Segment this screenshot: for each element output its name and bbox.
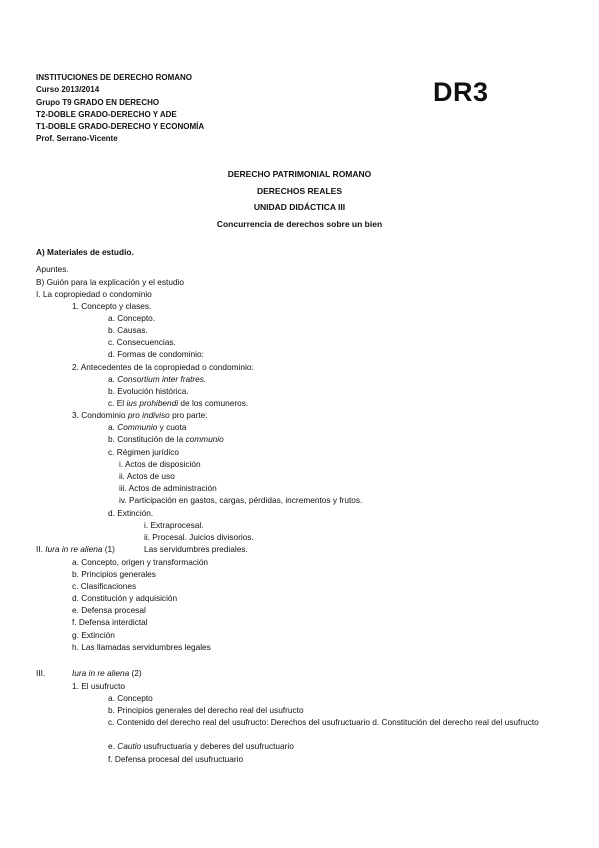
section-2-subtitle: Las servidumbres prediales. bbox=[144, 544, 248, 554]
outline-item: f. Defensa interdictal bbox=[72, 617, 148, 627]
outline-item: b. Causas. bbox=[108, 325, 148, 335]
outline-item: c. Clasificaciones bbox=[72, 581, 137, 591]
outline-item: 1. El usufructo bbox=[72, 681, 126, 691]
outline-item: e. Defensa procesal bbox=[72, 605, 146, 615]
title-line: DERECHO PATRIMONIAL ROMANO bbox=[227, 169, 372, 179]
header-line: T2-DOBLE GRADO-DERECHO Y ADE bbox=[36, 109, 177, 119]
outline-item: a. Concepto bbox=[108, 693, 153, 703]
outline-item: d. Constitución y adquisición bbox=[72, 593, 178, 603]
outline-item: g. Extinción bbox=[72, 630, 115, 640]
outline-item: e. Cautio usufructuaria y deberes del usufructuario bbox=[108, 741, 294, 751]
outline-item: d. Extinción. bbox=[108, 508, 154, 518]
header-line: T1-DOBLE GRADO-DERECHO Y ECONOMÍA bbox=[36, 122, 205, 132]
outline-item: b. Constitución de la communio bbox=[108, 434, 224, 444]
outline-item: 2. Antecedentes de la copropiedad o condominio: bbox=[72, 362, 254, 372]
outline-item: ii. Actos de uso bbox=[119, 471, 175, 481]
section-2-title: II. Iura in re aliena (1) bbox=[36, 544, 115, 554]
outline-item: i. Actos de disposición bbox=[119, 459, 201, 469]
outline-item: d. Formas de condominio: bbox=[108, 349, 204, 359]
section-a-heading: A) Materiales de estudio. bbox=[36, 247, 134, 257]
header-line: Grupo T9 GRADO EN DERECHO bbox=[36, 97, 160, 107]
outline-item: iv. Participación en gastos, cargas, pérdidas, incrementos y frutos. bbox=[119, 495, 363, 505]
outline-item: c. Contenido del derecho real del usufructo: Derechos del usufructuario d. Constitución del derecho real del usufructo bbox=[108, 717, 539, 727]
outline-item: c. Consecuencias. bbox=[108, 337, 176, 347]
outline-item: 1. Concepto y clases. bbox=[72, 301, 152, 311]
outline-item: a. Concepto, origen y transformación bbox=[72, 557, 209, 567]
outline-item: b. Principios generales bbox=[72, 569, 156, 579]
section-3-number: III. bbox=[36, 668, 46, 678]
course-header bbox=[36, 72, 204, 146]
section-1-title: I. La copropiedad o condominio bbox=[36, 289, 152, 299]
outline-item: 3. Condominio pro indiviso pro parte: bbox=[72, 410, 208, 420]
header-line: INSTITUCIONES DE DERECHO ROMANO bbox=[36, 73, 193, 82]
outline-item: c. El ius prohibendi de los comuneros. bbox=[108, 398, 249, 408]
outline-item: a. Consortium inter fratres. bbox=[108, 374, 207, 384]
outline-item: b. Principios generales del derecho real del usufructo bbox=[108, 705, 304, 715]
title-line: UNIDAD DIDÁCTICA III bbox=[253, 202, 346, 212]
outline-item: b. Evolución histórica. bbox=[108, 386, 189, 396]
section-b-heading: B) Guión para la explicación y el estudio bbox=[36, 277, 185, 287]
outline-item: i. Extraprocesal. bbox=[144, 520, 204, 530]
outline-item: a. Concepto. bbox=[108, 313, 156, 323]
outline-item: f. Defensa procesal del usufructuario bbox=[108, 754, 244, 764]
study-materials-text: Apuntes. bbox=[36, 264, 69, 274]
header-line: Curso 2013/2014 bbox=[36, 85, 100, 95]
outline-item: a. Communio y cuota bbox=[108, 422, 187, 432]
outline-item: ii. Procesal. Juicios divisorios. bbox=[144, 532, 254, 542]
document-code: DR3 bbox=[433, 77, 489, 107]
title-block bbox=[0, 166, 599, 232]
outline-item: h. Las llamadas servidumbres legales bbox=[72, 642, 211, 652]
outline-item: c. Régimen jurídico bbox=[108, 447, 180, 457]
title-line: DERECHOS REALES bbox=[256, 185, 342, 196]
section-3-title: Iura in re aliena (2) bbox=[72, 668, 142, 678]
outline-item: iii. Actos de administración bbox=[119, 483, 217, 493]
title-line: Concurrencia de derechos sobre un bien bbox=[216, 218, 383, 229]
header-line: Prof. Serrano-Vicente bbox=[36, 134, 118, 144]
